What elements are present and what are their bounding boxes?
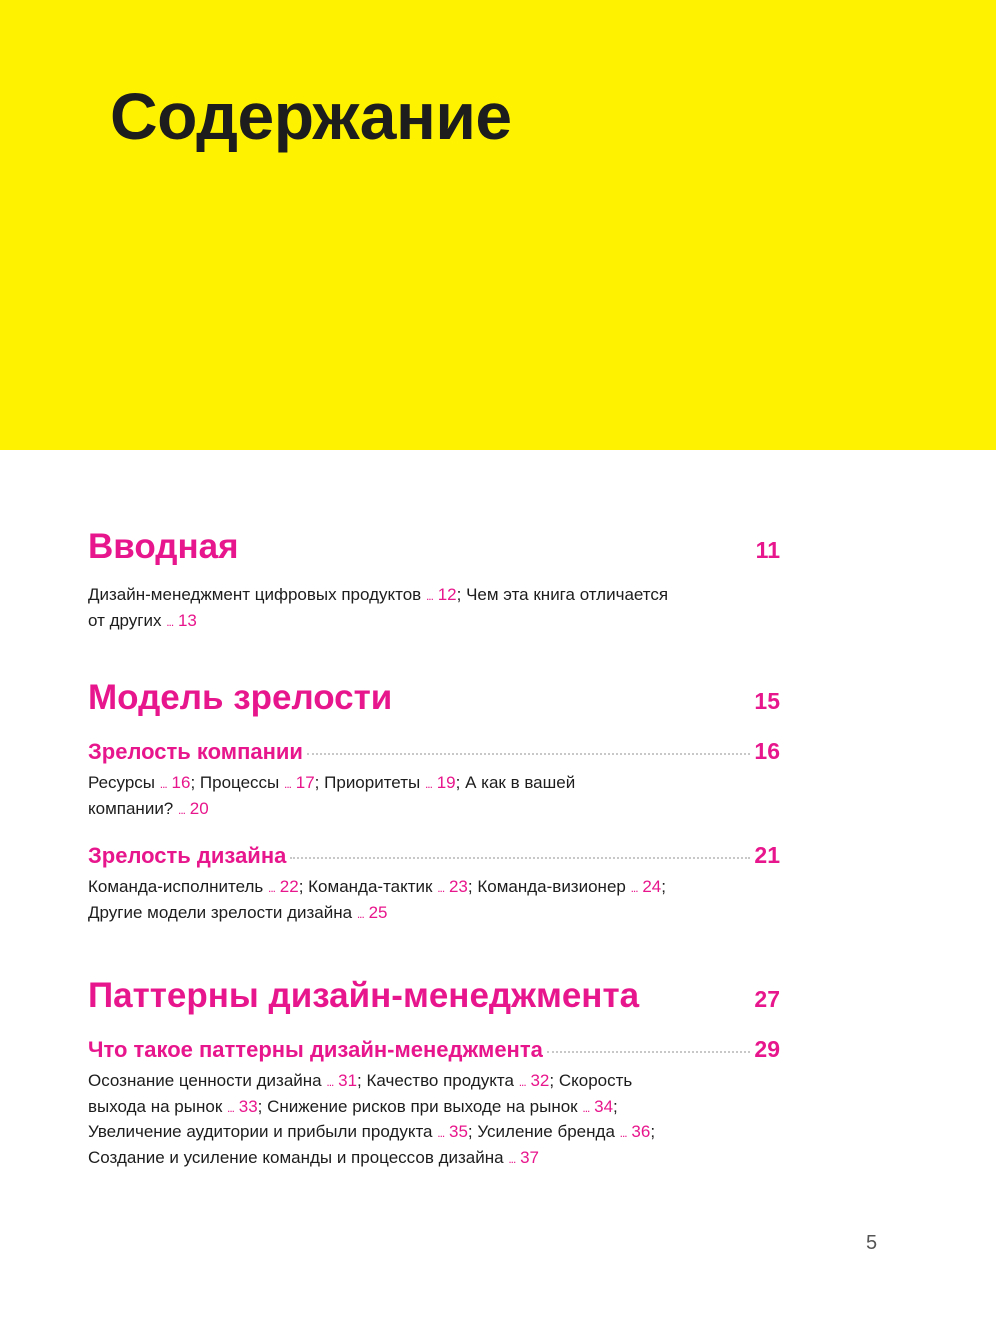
leader-dots: ... — [178, 802, 186, 817]
entry-page: 12 — [437, 585, 457, 604]
leader-dots: ... — [166, 614, 174, 629]
subsection-entries — [88, 875, 780, 926]
entry-page: 33 — [238, 1096, 258, 1116]
entry-line — [88, 1120, 780, 1146]
entry-text[interactable]: Усиление бренда — [477, 1122, 615, 1141]
entry-text[interactable]: Осознание ценности дизайна — [88, 1071, 322, 1090]
entry-line — [88, 875, 780, 901]
entry-page: 36 — [631, 1122, 651, 1141]
subsection-page-number: 29 — [754, 1036, 780, 1062]
leader-dots: ... — [518, 1075, 526, 1089]
entry-page: 31 — [338, 1071, 358, 1090]
toc-section-maturity — [88, 678, 780, 926]
entry-separator: ; — [190, 773, 196, 792]
subsection-title: Что такое паттерны дизайн-менеджмента — [88, 1037, 543, 1062]
entry-separator: ; — [298, 877, 304, 896]
leader-dots: ... — [437, 1126, 445, 1140]
entry-line — [88, 901, 780, 927]
entry-separator: ; — [314, 773, 320, 792]
leader-dots: ... — [227, 1100, 235, 1115]
entry-page: 25 — [368, 902, 388, 922]
entry-page: 23 — [448, 877, 468, 896]
entry-page: 37 — [520, 1147, 539, 1167]
leader-dots: ... — [437, 881, 445, 895]
entry-page: 20 — [189, 798, 209, 818]
section-entries — [88, 583, 780, 634]
entry-text[interactable]: Дизайн-менеджмент цифровых продуктов — [88, 585, 422, 604]
subsection-heading[interactable] — [88, 1036, 780, 1063]
entry-separator: ; — [661, 877, 666, 896]
entry-text[interactable]: Приоритеты — [324, 773, 421, 792]
leader-dots: ... — [356, 906, 364, 921]
leader-dots: ... — [326, 1075, 334, 1089]
entry-page: 22 — [279, 877, 299, 896]
entry-text[interactable]: от других — [88, 610, 162, 630]
subsection-entries — [88, 1069, 780, 1171]
entry-page: 16 — [171, 773, 191, 792]
section-title: Паттерны дизайн-менеджмента — [88, 976, 640, 1015]
leader-dots: ... — [619, 1126, 627, 1140]
entry-text[interactable]: Качество продукта — [366, 1071, 514, 1090]
entry-text[interactable]: Ресурсы — [88, 773, 156, 792]
entry-separator: ; — [456, 585, 462, 604]
entry-line — [88, 797, 780, 823]
entry-text[interactable]: А как в вашей — [465, 773, 576, 792]
section-title: Вводная — [88, 527, 239, 566]
entry-text[interactable]: Скорость — [558, 1071, 633, 1090]
page-title: Содержание — [110, 79, 512, 153]
subsection-page-number: 16 — [754, 738, 780, 764]
entry-separator: ; — [613, 1096, 618, 1116]
entry-separator: ; — [455, 773, 461, 792]
entry-text[interactable]: Другие модели зрелости дизайна — [88, 902, 353, 922]
section-title: Модель зрелости — [88, 678, 393, 717]
entry-text[interactable]: Команда-визионер — [477, 877, 626, 896]
entry-line — [88, 1095, 780, 1121]
toc-section-intro — [88, 527, 780, 634]
leader-dots: ... — [424, 777, 432, 791]
leader-dots — [307, 753, 750, 755]
entry-page: 35 — [449, 1122, 468, 1141]
entry-line — [88, 583, 780, 609]
section-heading[interactable] — [88, 678, 780, 718]
entry-separator: ; — [650, 1122, 656, 1141]
table-of-contents — [88, 527, 780, 1171]
section-heading[interactable] — [88, 527, 780, 567]
entry-separator: ; — [257, 1096, 263, 1116]
entry-page: 13 — [177, 610, 197, 630]
entry-line — [88, 609, 780, 635]
subsection-entries — [88, 771, 780, 822]
entry-text[interactable]: Увеличение аудитории и прибыли продукта — [88, 1122, 433, 1141]
entry-separator: ; — [467, 1122, 473, 1141]
entry-text[interactable]: Чем эта книга отличается — [466, 585, 669, 604]
subsection-heading[interactable] — [88, 738, 780, 765]
entry-text[interactable]: Снижение рисков при выходе на рынок — [267, 1096, 578, 1116]
subsection-page-number: 21 — [754, 842, 780, 868]
subsection-title: Зрелость компании — [88, 739, 303, 764]
section-page-number: 15 — [754, 688, 780, 714]
leader-dots — [290, 857, 750, 859]
entry-page: 34 — [594, 1096, 614, 1116]
entry-page: 17 — [295, 773, 315, 792]
leader-dots: ... — [284, 777, 292, 791]
subsection-title: Зрелость дизайна — [88, 843, 287, 868]
section-page-number: 27 — [754, 986, 780, 1012]
header-banner — [0, 0, 996, 450]
leader-dots: ... — [425, 589, 433, 603]
entry-line — [88, 1069, 780, 1095]
subsection-heading[interactable] — [88, 842, 780, 869]
leader-dots: ... — [268, 881, 276, 895]
leader-dots: ... — [582, 1100, 590, 1115]
entry-text[interactable]: Команда-тактик — [308, 877, 433, 896]
leader-dots: ... — [508, 1151, 516, 1166]
entry-line — [88, 1146, 780, 1172]
section-page-number: 11 — [755, 537, 780, 563]
leader-dots: ... — [630, 881, 638, 895]
entry-text[interactable]: выхода на рынок — [88, 1096, 223, 1116]
entry-separator: ; — [467, 877, 473, 896]
entry-separator: ; — [549, 1071, 555, 1090]
entry-text[interactable]: Команда-исполнитель — [88, 877, 264, 896]
entry-page: 32 — [530, 1071, 550, 1090]
section-heading[interactable] — [88, 976, 780, 1016]
entry-line — [88, 771, 780, 797]
toc-section-patterns — [88, 976, 780, 1171]
page-number: 5 — [866, 1232, 878, 1254]
entry-text[interactable]: Процессы — [199, 773, 280, 792]
entry-text[interactable]: Создание и усиление команды и процессов дизайна — [88, 1147, 504, 1167]
leader-dots: ... — [159, 777, 167, 791]
entry-page: 19 — [436, 773, 456, 792]
entry-page: 24 — [642, 877, 662, 896]
entry-text[interactable]: компании? — [88, 798, 174, 818]
leader-dots — [547, 1051, 751, 1053]
entry-separator: ; — [357, 1071, 362, 1090]
